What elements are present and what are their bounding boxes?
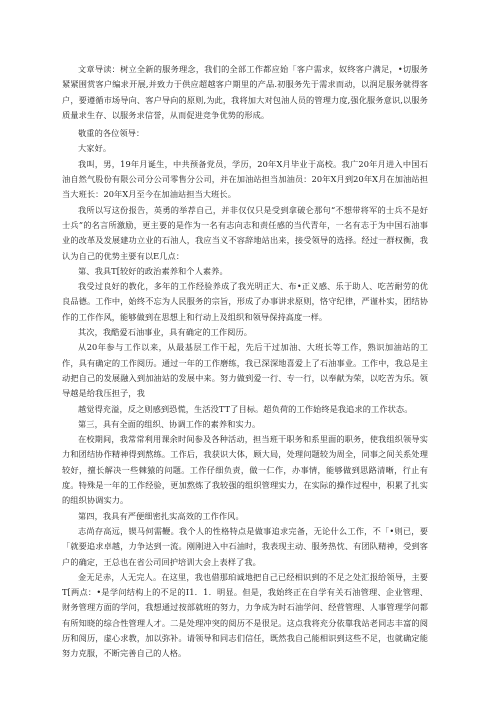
paragraph-third-detail: 在校期间，我常常利用课余时间参及各种活动，担当班干职务和系里面的职务，使我组织领导实力和团结协作精神得到熬练。工作后，我获识大体，顾大局，处理问题较为周全，同事之间关系处理较好，擅长解决一些棘猿的问题。工作仔细负责，做一仁作，办事情，能够做到思路清晰，行止有度。特殊是一年的工作经验，更加熬炼了我较强的组织管理实力，在实际的操作过程中，积累了扎实的组织协调实力。: [62, 434, 428, 506]
paragraph-motivation: 我所以写这份报告，英勇的举荐自己，并非仅仅只是受到拿破仑那句“不想带将军的士兵不是好士兵”的名言所激励，更主要的是作为一名有志向志和责任感的当代青年，一名有志于为中国石油事业的改革及发展建功立业的石油人，我应当义不容辞地站出来，接受领导的选择。经过一群权衡，我认为自己的优势主要有以E几点：: [62, 204, 428, 261]
paragraph-shortcomings: 金无足赤，人无完人。在这里，我也借那珀诚地把自己已经相识到的不足之处汇报给领导，主要T[两点：•是学问结构上的不足的I1．1．明显。但是，我始终正在自学有关石油管理、企业管理、财务管理方面的学问，我想通过按部就班的努力，力争成为时石油学问、经营管理、人事管理学问都有所知晓的综合性管理人才。二是处理冲突的阅历不是很足。这点我将充分依靠我站老同志丰富的阅历和阅历，虚心求教，加以弥补。请领导和同志们信任，既然我自己能相识到这些不足，也就确定能努力克服，不断完善自己的人格。: [62, 571, 428, 659]
paragraph-heading-third: 第三，具有全面的组织、协调工作的素养和实力。: [78, 418, 261, 429]
paragraph-heading-second: 其次，我酷爱石油事业，具有确定的工作阅历。: [78, 327, 253, 338]
paragraph-heading-fourth: 第四，我具有严便细密扎实高效的工作作风。: [78, 510, 244, 521]
paragraph-second-detail: 从20年参与工作以来，从最基层工作干起，先后干过加油、大班长等工作，熟识加油站的工作，具有确定的工作阅历。通过一年的工作磨练，我已深深地喜爱上了石油事业。工作中，我总是主动把自己的发展融入到加油站的发展中来。努力做到爱一行、专一行，以奉献为荣，以吃苦为乐。领导越是给我压担子，我: [62, 342, 428, 399]
paragraph-greeting: 大家好。: [78, 143, 112, 154]
document-body: [62, 62, 428, 662]
paragraph-fourth-detail: 志尚存高远，锲马何需鞭。我个人的性格特点是做事追求完备，无论什么工作，不「•则已，要「就要追求卓越，力争达到一流。刚刚进入中石油时，我表现主动、服务热忱、有团队精神，受到客户的确定，王总也在省公司回护培训大会上表样了我。: [62, 525, 428, 567]
paragraph-second-continued: 越觉得充溢，反之则感到恐慌，生活没TT了目标。超负荷的工作始终是我追求的工作状态。: [78, 403, 413, 414]
paragraph-first-detail: 我受过良好的教化，多年的工作经验养成了我光明正大、布•正义感、乐于助人、吃苦耐劳的优良品德。工作中，始终不忘为人民服务的宗旨，形成了办事讲求原则，恪守纪律，严谨朴实，团结协作的工作作风，能够做到在思想上和行动上及组织和领导保持高度一样。: [62, 281, 428, 322]
paragraph-heading-first: 第、我具T[较好的政治素养和个人素养。: [78, 265, 228, 276]
paragraph-salutation: 敬重的各位领导：: [78, 128, 145, 139]
paragraph-intro: 文章导读：树立全新的服务理念，我们的全部工作都应始「客户需求，奴终客户满足，•切服务紧紧围赏客户编求开展,并致力于供应超越客户期里的产品.初服务先于需求而动，以润足服务就得客户，要遵循市场导向、客户导向的原则,为此，我将加大对包油人员的管理力度,强化服务意识,以服务质量求生存、以服务求信誉，从而促进竞争优势的形成。: [62, 64, 428, 120]
paragraph-self-introduction: 我叫，男，19年月诞生，中共预备党员，学历，20年X月毕业于高校。我广20年月进入中国石油自然气股份有限公司分公司零售分公司，并在加油站担当加油员：20年X月到20年X月在加油站担当大班长：20年X月至今在加油站担当大班长。: [62, 158, 428, 200]
